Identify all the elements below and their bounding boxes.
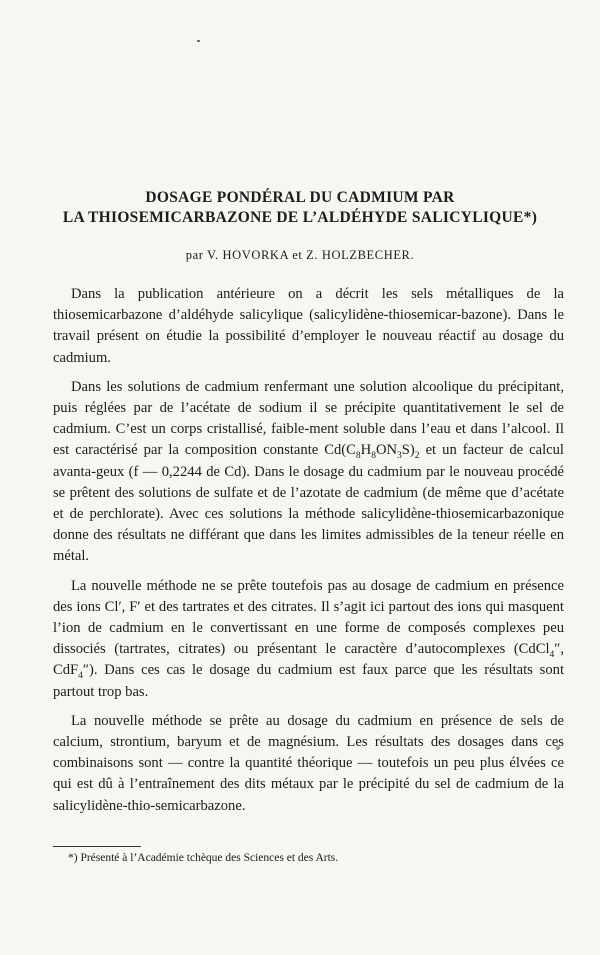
scan-speck	[197, 40, 200, 42]
paragraph-2	[53, 377, 564, 568]
paragraph-3-text-b: ″, CdF	[53, 641, 564, 679]
paragraph-3	[53, 576, 564, 703]
paragraph-2-text-b: H	[360, 442, 372, 459]
paragraph-1: Dans la publication antérieure on a décrit les sels métalliques de la thiosemicarbazone d’aldéhyde salicylique (salicylidène-thiosemicar-bazone). Dans le travail présent on étudie la possibilité d’employer le nouveau réactif au dosage du cadmium.	[53, 286, 564, 366]
subscript: 4	[78, 671, 83, 682]
paragraph-3-text-a: La nouvelle méthode ne se prête toutefois pas au dosage de cadmium en présence des ions Cl′, F′ et des tartrates et des citrates. Il s’agit ici partout des ions qui masquent l’ion de cadmium en le convertissant en une forme de composés complexes peu dissociés (tartrates, citrates) ou présentant le caractère d’autocomplexes (CdCl	[53, 577, 564, 658]
footnote-rule	[53, 846, 141, 847]
subscript: 8	[371, 451, 376, 462]
subscript: 2	[414, 451, 420, 462]
paragraph-2-text-a: Dans les solutions de cadmium renfermant une solution alcoolique du précipitant, puis réglées par de l’acétate de sodium il se précipite quantitativement le sel de cadmium. C’est un corps cristallisé, faible-ment soluble dans l’eau et dans l’alcool. Il est caractérisé par la composition constante Cd(C	[53, 378, 564, 459]
title-line-2: LA THIOSEMICARBAZONE DE L’ALDÉHYDE SALICYLIQUE*)	[62, 209, 538, 226]
authors-line: par V. HOVORKA et Z. HOLZBECHER.	[185, 248, 415, 262]
subscript: 3	[397, 451, 402, 462]
article-body	[53, 284, 564, 825]
paragraph-4: La nouvelle méthode se prête au dosage du cadmium en présence de sels de calcium, strontium, baryum et de magnésium. Les résultats des dosages dans ces combinaisons sont — contre la quantité théorique — toutefois un peu plus élvées ce qui est dû à l’entraînement des dits métaux par le précipité du sel de cadmium de la salicylidène-thio-semicarbazone.	[53, 712, 564, 814]
footnote: *) Présenté à l’Académie tchèque des Sciences et des Arts.	[68, 852, 339, 864]
subscript: 4	[549, 650, 555, 661]
subscript: 8	[355, 451, 361, 462]
title-line-1: DOSAGE PONDÉRAL DU CADMIUM PAR	[145, 189, 455, 206]
paragraph-2-text-d: S)	[401, 442, 415, 459]
paragraph-2-text-c: ON	[375, 442, 398, 459]
paragraph-3-text-c: ″). Dans ces cas le dosage du cadmium est faux parce que les résultats sont partout trop bas.	[53, 662, 564, 700]
paragraph-2-text-e: et un facteur de calcul avanta-geux (f — 0,2244 de Cd). Dans le dosage du cadmium par le nouveau procédé se prêtent des solutions de sulfate et de l’azotate de cadmium (de même que d’acétate et de perchlorate). Avec ces solutions la méthode salicylidène-thiosemicarbazonique donne des résultats ne différant que dans les limites admissibles de la teneur réelle en métal.	[53, 442, 564, 565]
